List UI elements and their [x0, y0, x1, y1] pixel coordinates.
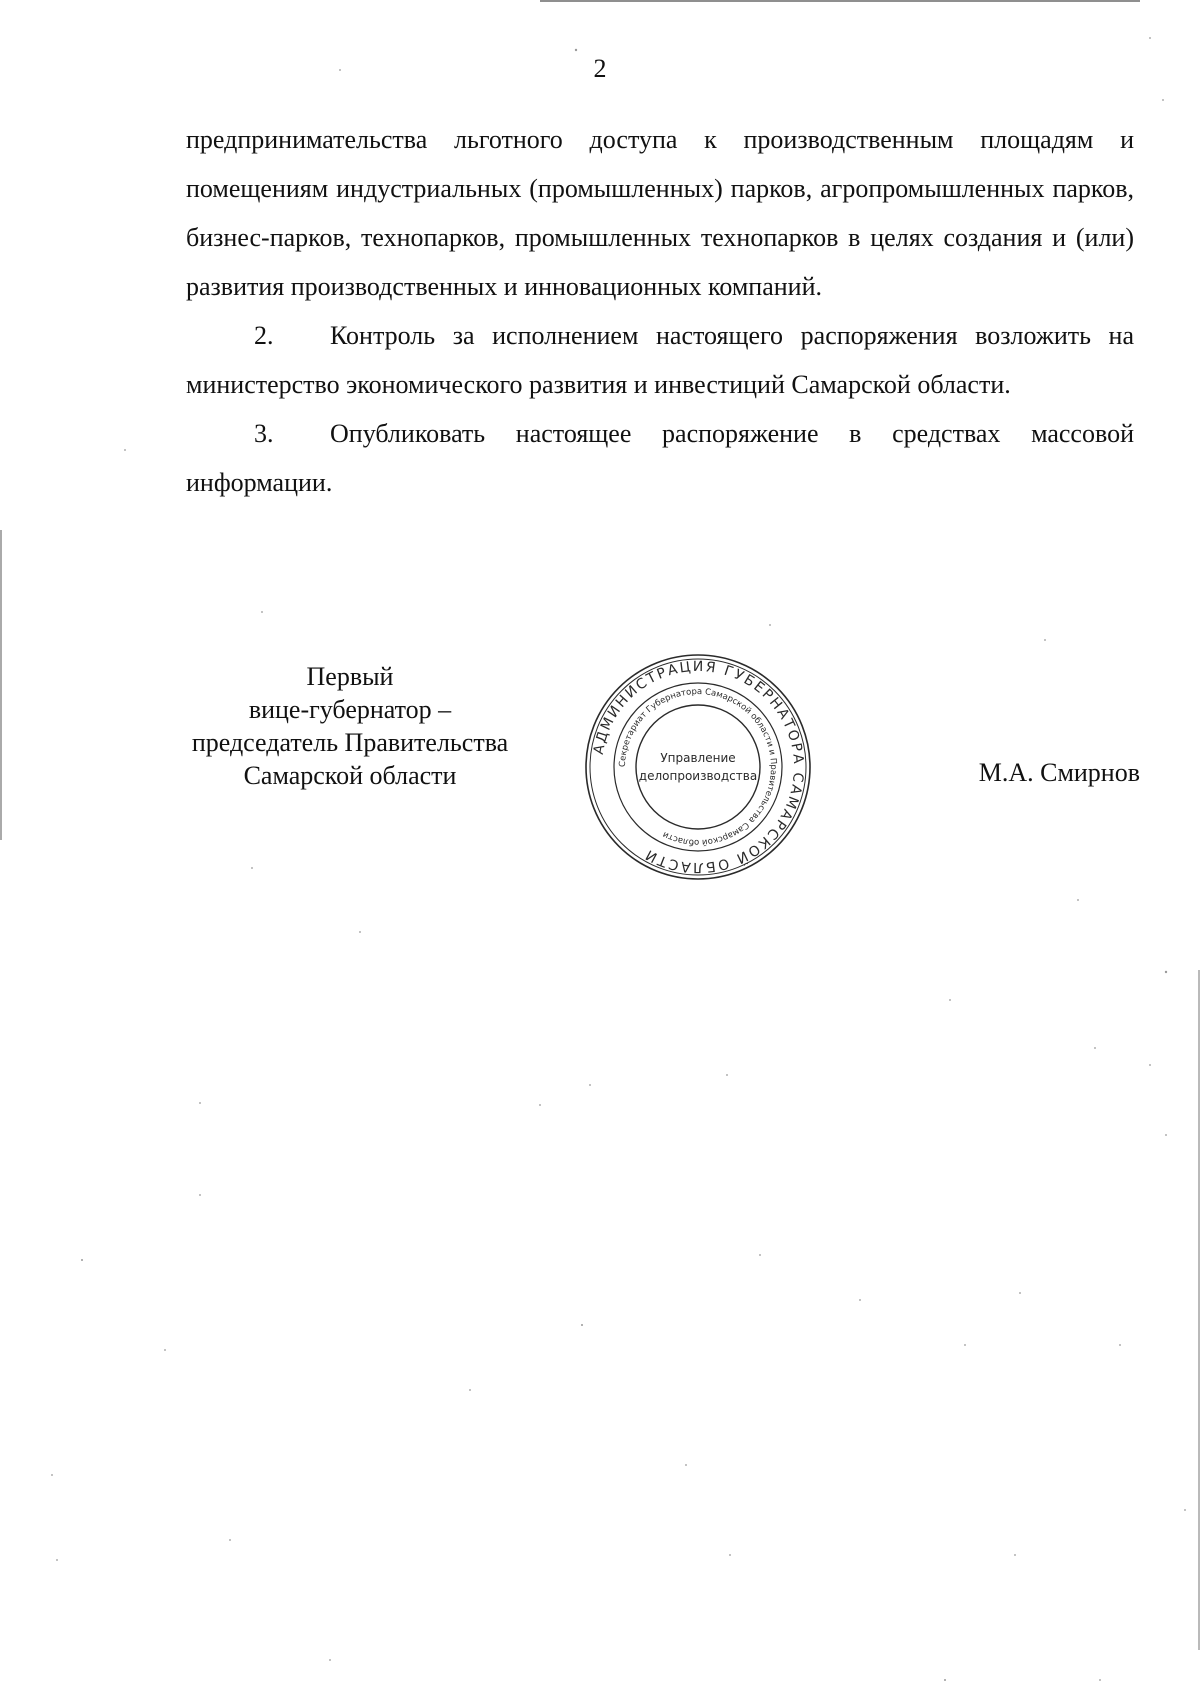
- seal-center-line: Управление: [660, 751, 736, 765]
- position-line: председатель Правительства: [191, 728, 509, 757]
- position-line: Самарской области: [243, 761, 457, 790]
- paragraph-continuation: предпринимательства льготного доступа к производственным площадям и помещениям индустриальных (промышленных) парков, агропромышленных парков, бизнес-парков, технопарков, промышленных технопарков в целях создания и (или) развития производственных и инновационных компаний.: [186, 125, 1134, 301]
- position-line: Первый: [306, 662, 394, 691]
- signatory-position: [170, 660, 530, 792]
- page-number: 2: [593, 54, 607, 83]
- position-line: вице-губернатор –: [248, 695, 452, 724]
- scan-edge-top: [540, 0, 1140, 2]
- scan-edge-left: [0, 530, 2, 840]
- document-body: [186, 115, 1134, 507]
- item-number: 3.: [254, 419, 274, 448]
- item-text: Опубликовать настоящее распоряжение в средствах массовой информации.: [186, 419, 1134, 497]
- seal-center-line: делопроизводства: [638, 769, 758, 783]
- item-text: Контроль за исполнением настоящего распоряжения возложить на министерство экономического развития и инвестиций Самарской области.: [186, 321, 1134, 399]
- seal-middle-text: Секретариат Губернатора Самарской области и Правительства Самарской области: [617, 686, 779, 848]
- signatory-name: М.А. Смирнов: [978, 758, 1140, 787]
- numbered-item-3: [186, 409, 1134, 507]
- official-seal: [583, 652, 813, 882]
- seal-outer-text: АДМИНИСТРАЦИЯ ГУБЕРНАТОРА САМАРСКОЙ ОБЛАСТИ: [590, 658, 807, 876]
- item-number: 2.: [254, 321, 274, 350]
- numbered-item-2: [186, 311, 1134, 409]
